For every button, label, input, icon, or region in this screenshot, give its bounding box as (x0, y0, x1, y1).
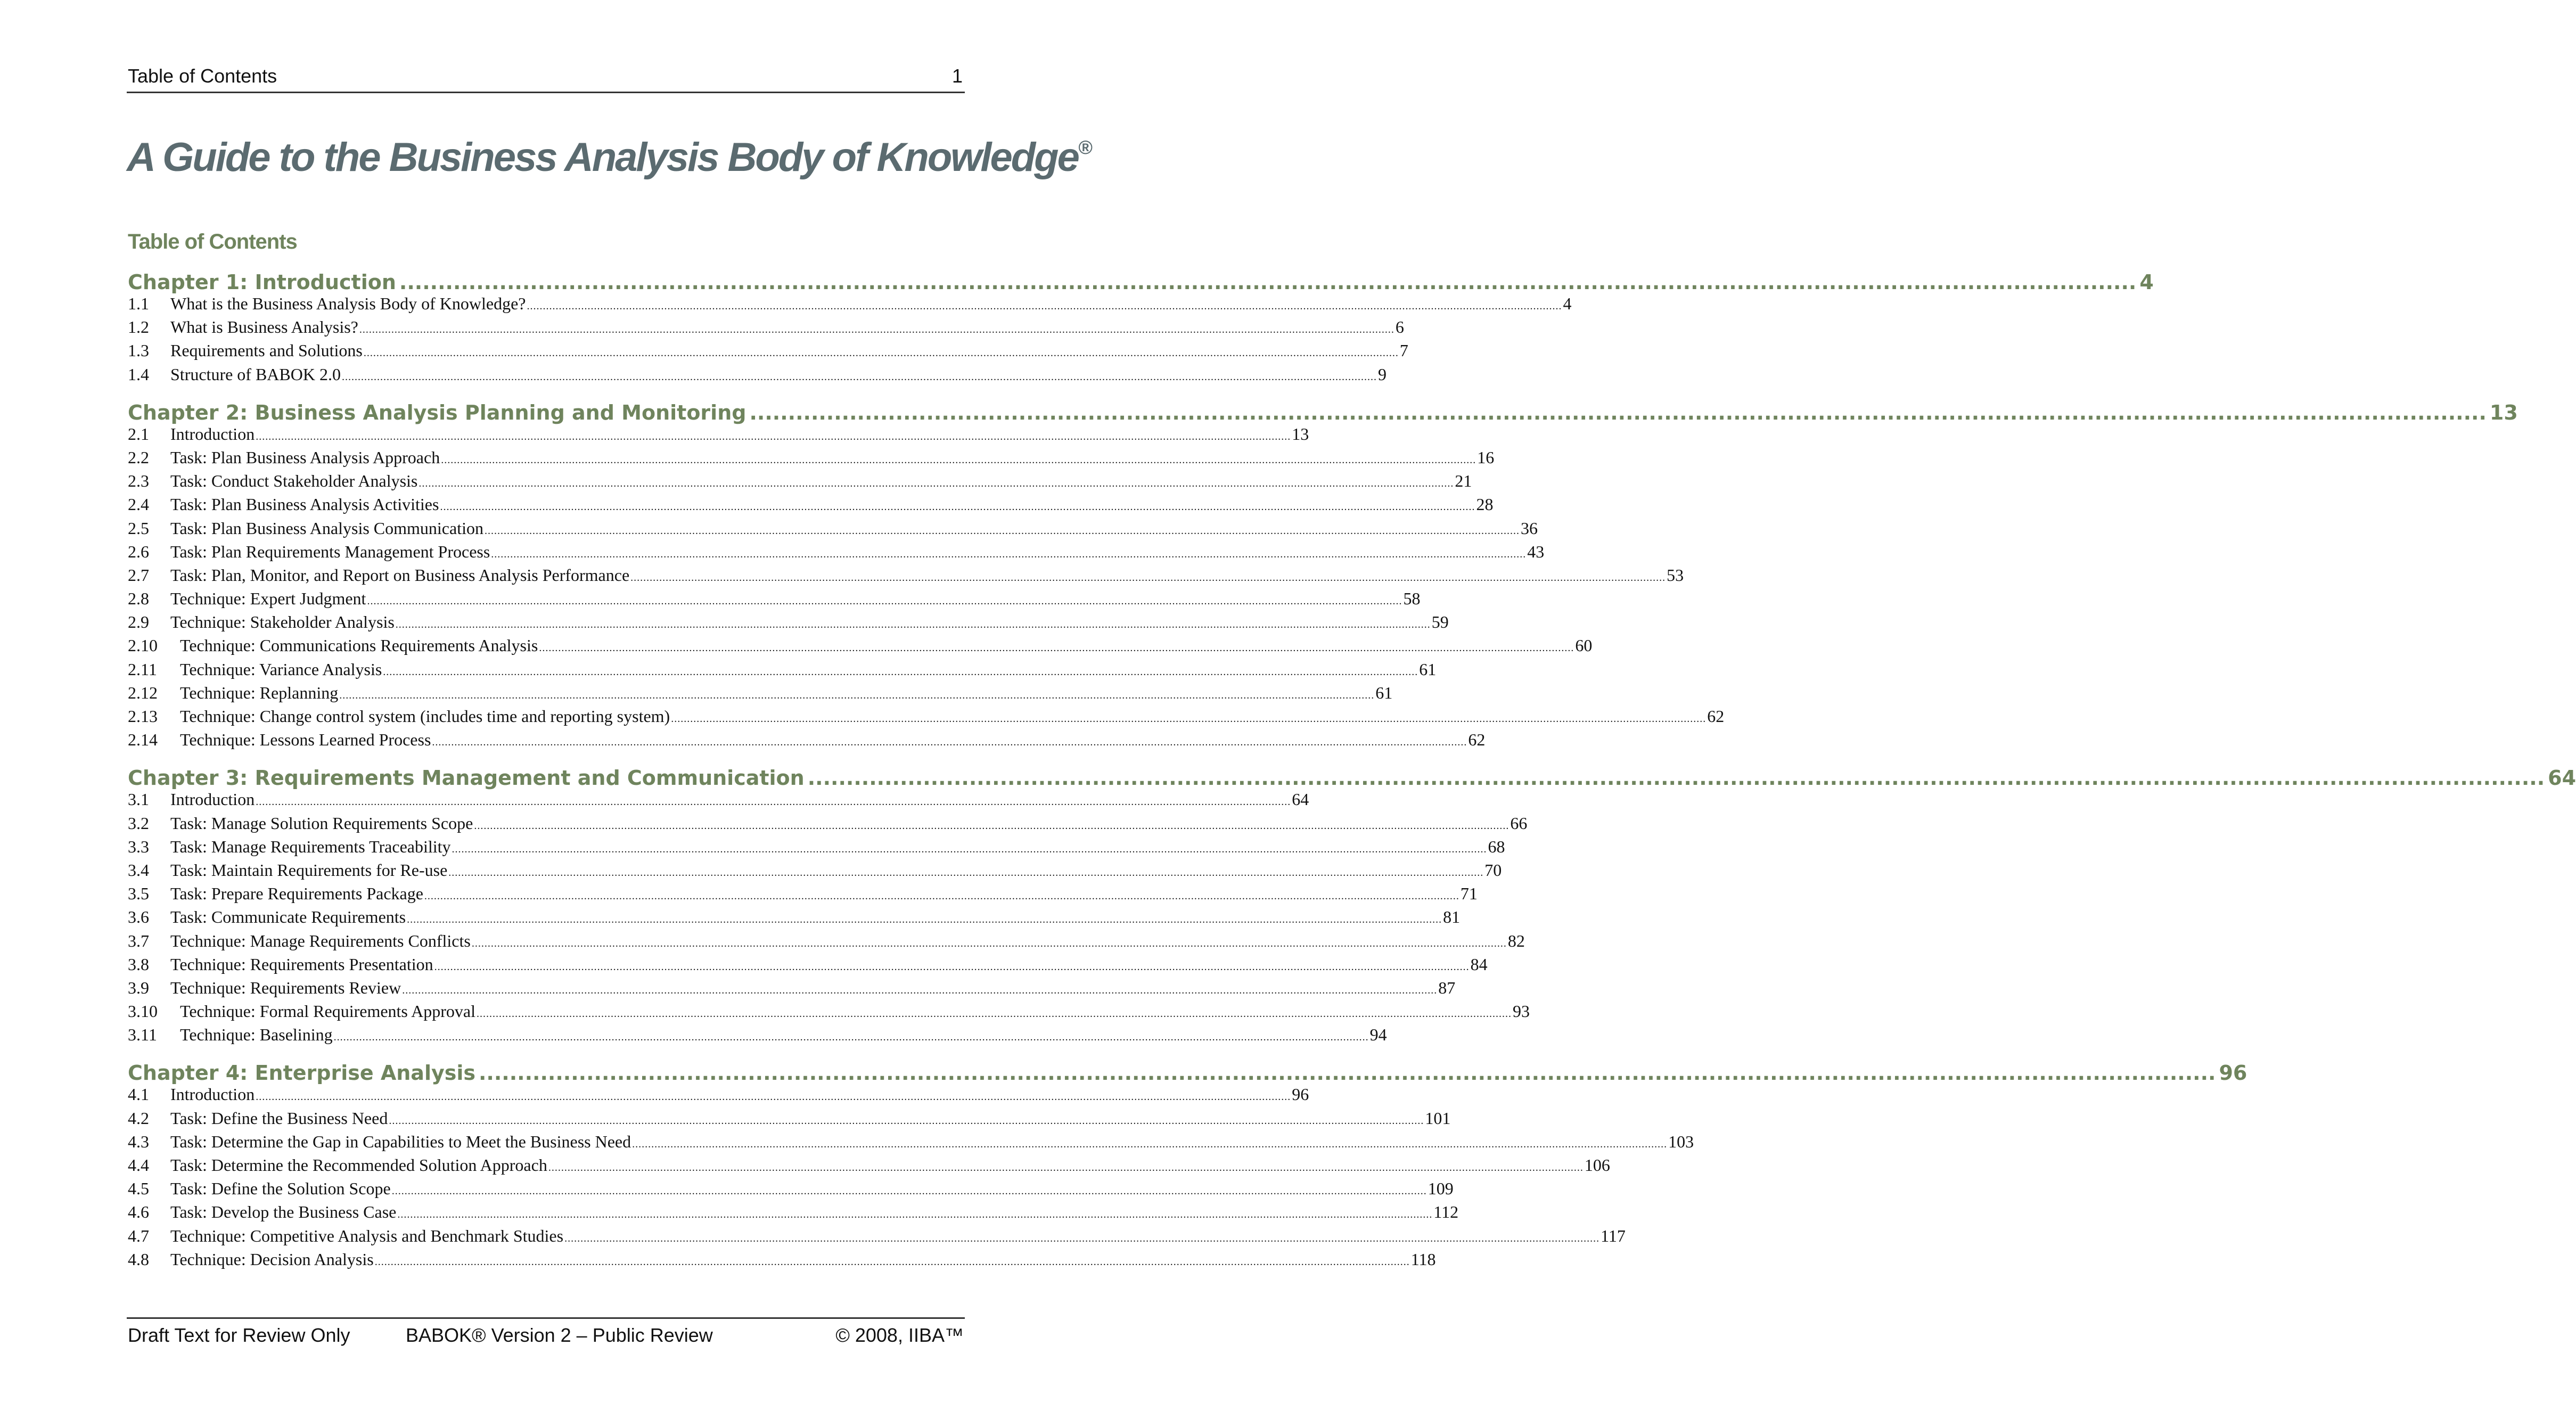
dot-leader (424, 890, 1459, 903)
dot-leader (671, 713, 1706, 725)
dot-leader (256, 1091, 1291, 1103)
entry-number: 3.10 (128, 1002, 158, 1021)
toc-entry[interactable] (128, 907, 1461, 931)
entry-number: 2.13 (128, 707, 158, 726)
entry-title: Technique: Formal Requirements Approval (180, 1002, 475, 1021)
dot-leader (392, 1185, 1427, 1197)
entry-number: 2.14 (128, 730, 158, 750)
entry-title: Technique: Stakeholder Analysis (170, 612, 395, 632)
entry-number: 2.1 (128, 424, 149, 444)
dot-leader (564, 1233, 1599, 1245)
toc-entry[interactable] (128, 813, 1528, 837)
entry-title: Technique: Requirements Presentation (170, 954, 433, 974)
toc-entry[interactable] (128, 1085, 1309, 1108)
chapter-page: 4 (2139, 270, 2154, 294)
entry-page: 103 (1668, 1131, 1694, 1151)
entry-number: 2.3 (128, 471, 149, 491)
entry-page: 117 (1601, 1226, 1626, 1245)
entry-page: 16 (1477, 447, 1495, 467)
chapter-page: 96 (2219, 1061, 2247, 1085)
toc-entry[interactable] (128, 495, 1494, 518)
entry-page: 61 (1419, 659, 1437, 679)
dot-leader (339, 690, 1374, 702)
entry-title: Introduction (170, 790, 255, 809)
header-page-number: 1 (951, 65, 963, 87)
entry-page: 59 (1431, 612, 1449, 632)
entry-title: Task: Plan Business Analysis Communication (170, 518, 483, 538)
entry-title: What is Business Analysis? (170, 317, 358, 337)
toc-entry[interactable] (128, 565, 1684, 589)
toc-chapter[interactable] (128, 766, 2576, 790)
entry-page: 66 (1510, 813, 1528, 833)
footer-draft-note: Draft Text for Review Only (128, 1324, 350, 1346)
toc-entry[interactable] (128, 471, 1472, 495)
dot-leader (632, 1138, 1667, 1151)
entry-page: 13 (1292, 424, 1309, 444)
toc-entry[interactable] (128, 931, 1525, 955)
toc-entry[interactable] (128, 317, 1404, 341)
toc-entry[interactable] (128, 589, 1421, 612)
dot-leader (477, 1008, 1512, 1020)
toc-entry[interactable] (128, 1108, 1451, 1132)
entry-title: Technique: Expert Judgment (170, 589, 366, 609)
dot-leader (359, 324, 1394, 336)
entry-page: 93 (1512, 1002, 1530, 1021)
dot-leader (389, 1115, 1424, 1127)
entry-number: 4.7 (128, 1226, 149, 1245)
entry-title: Technique: Baselining (180, 1025, 333, 1045)
dot-leader (342, 371, 1377, 383)
entry-number: 3.7 (128, 931, 149, 950)
dot-leader (485, 525, 1520, 537)
entry-title: Introduction (170, 424, 255, 444)
entry-number: 2.4 (128, 495, 149, 514)
entry-page: 21 (1455, 471, 1472, 491)
dot-leader (749, 401, 2486, 424)
entry-page: 71 (1460, 884, 1478, 904)
dot-leader (527, 300, 1562, 313)
entry-title: Task: Plan Business Analysis Approach (170, 447, 440, 467)
dot-leader (364, 347, 1399, 359)
entry-page: 68 (1488, 836, 1505, 856)
entry-page: 60 (1575, 636, 1593, 655)
entry-title: Introduction (170, 1085, 255, 1104)
entry-title: Technique: Communications Requirements Analysis (180, 636, 538, 655)
toc-chapter[interactable] (128, 400, 2518, 424)
entry-number: 2.6 (128, 542, 149, 561)
entry-page: 62 (1707, 707, 1725, 726)
entry-title: Task: Define the Solution Scope (170, 1179, 391, 1199)
entry-title: Technique: Lessons Learned Process (180, 730, 431, 750)
toc-entry[interactable] (128, 836, 1505, 860)
entry-number: 2.8 (128, 589, 149, 609)
dot-leader (383, 666, 1418, 678)
toc-entry[interactable] (128, 364, 1387, 388)
toc-entry[interactable] (128, 447, 1495, 471)
entry-title: Task: Communicate Requirements (170, 907, 406, 927)
header-section-title: Table of Contents (128, 65, 277, 87)
toc-entry[interactable] (128, 341, 1408, 364)
page-footer (127, 1317, 965, 1351)
entry-number: 1.1 (128, 294, 149, 313)
dot-leader (375, 1256, 1410, 1268)
dot-leader (440, 501, 1475, 513)
entry-title: Task: Manage Requirements Traceability (170, 836, 451, 856)
dot-leader (441, 454, 1476, 466)
entry-page: 6 (1395, 317, 1404, 337)
entry-title: Structure of BABOK 2.0 (170, 364, 341, 384)
toc-entry[interactable] (128, 707, 1725, 730)
toc-entry[interactable] (128, 1025, 1387, 1048)
entry-number: 3.4 (128, 860, 149, 880)
toc-entry[interactable] (128, 659, 1437, 683)
toc-chapter[interactable] (128, 1061, 2247, 1085)
entry-number: 4.3 (128, 1131, 149, 1151)
entry-page: 61 (1375, 683, 1393, 702)
entry-title: Task: Plan Requirements Management Process (170, 542, 490, 561)
entry-title: Task: Define the Business Need (170, 1108, 388, 1128)
dot-leader (432, 736, 1467, 749)
entry-title: Task: Manage Solution Requirements Scope (170, 813, 473, 833)
toc-entry[interactable] (128, 424, 1309, 448)
toc-entry[interactable] (128, 1179, 1454, 1202)
entry-title: Requirements and Solutions (170, 341, 363, 360)
chapter-page: 13 (2489, 400, 2518, 424)
entry-page: 70 (1484, 860, 1502, 880)
entry-page: 9 (1377, 364, 1387, 384)
dot-leader (479, 1061, 2216, 1085)
entry-title: Technique: Variance Analysis (180, 659, 382, 679)
entry-title: Technique: Manage Requirements Conflicts (170, 931, 471, 950)
toc-entry[interactable] (128, 730, 1486, 753)
chapter-title: Chapter 3: Requirements Management and Communication (128, 766, 805, 790)
entry-page: 84 (1470, 954, 1488, 974)
toc-entry[interactable] (128, 790, 1309, 813)
dot-leader (419, 478, 1454, 490)
entry-number: 2.5 (128, 518, 149, 538)
entry-title: Task: Plan Business Analysis Activities (170, 495, 439, 514)
entry-page: 106 (1584, 1155, 1610, 1175)
dot-leader (256, 796, 1291, 808)
entry-number: 4.6 (128, 1202, 149, 1222)
toc-entry[interactable] (128, 954, 1488, 978)
entry-number: 2.2 (128, 447, 149, 467)
entry-page: 58 (1403, 589, 1421, 609)
dot-leader (434, 961, 1470, 973)
entry-page: 62 (1468, 730, 1486, 750)
entry-title: Technique: Decision Analysis (170, 1249, 374, 1269)
toc-entry[interactable] (128, 860, 1502, 884)
entry-title: Technique: Change control system (includes time and reporting system) (180, 707, 670, 726)
toc-entry[interactable] (128, 1226, 1626, 1250)
entry-number: 4.2 (128, 1108, 149, 1128)
entry-title: Task: Plan, Monitor, and Report on Business Analysis Performance (170, 565, 630, 585)
entry-page: 87 (1438, 978, 1456, 997)
dot-leader (808, 766, 2545, 790)
dot-leader (491, 548, 1526, 561)
dot-leader (256, 431, 1291, 443)
entry-title: Task: Determine the Gap in Capabilities to Meet the Business Need (170, 1131, 631, 1151)
dot-leader (452, 843, 1487, 856)
entry-number: 3.11 (128, 1025, 157, 1045)
dot-leader (367, 595, 1402, 608)
dot-leader (472, 938, 1507, 950)
toc-entry[interactable] (128, 1002, 1530, 1025)
toc-chapter[interactable] (128, 270, 2154, 294)
entry-title: What is the Business Analysis Body of Knowledge? (170, 294, 526, 313)
entry-title: Task: Develop the Business Case (170, 1202, 397, 1222)
chapter-title: Chapter 2: Business Analysis Planning and Monitoring (128, 400, 746, 424)
toc-entry[interactable] (128, 683, 1393, 707)
chapter-title: Chapter 1: Introduction (128, 270, 396, 294)
entry-page: 112 (1433, 1202, 1459, 1222)
entry-number: 3.8 (128, 954, 149, 974)
dot-leader (448, 867, 1483, 879)
entry-number: 4.4 (128, 1155, 149, 1175)
toc-entry[interactable] (128, 978, 1456, 1002)
entry-page: 118 (1410, 1249, 1436, 1269)
entry-title: Technique: Requirements Review (170, 978, 401, 997)
toc-entry[interactable] (128, 542, 1545, 565)
dot-leader (402, 985, 1437, 997)
entry-page: 7 (1399, 341, 1408, 360)
entry-number: 2.7 (128, 565, 149, 585)
toc-entry[interactable] (128, 884, 1478, 907)
table-of-contents (128, 270, 2576, 1273)
entry-title: Technique: Replanning (180, 683, 339, 702)
entry-page: 28 (1476, 495, 1494, 514)
entry-title: Task: Determine the Recommended Solution Approach (170, 1155, 547, 1175)
toc-heading: Table of Contents (128, 230, 297, 253)
entry-number: 1.3 (128, 341, 149, 360)
toc-entry[interactable] (128, 636, 1593, 659)
chapter-title: Chapter 4: Enterprise Analysis (128, 1061, 475, 1085)
entry-page: 109 (1428, 1179, 1454, 1199)
entry-title: Task: Maintain Requirements for Re-use (170, 860, 448, 880)
toc-entry[interactable] (128, 1249, 1436, 1273)
entry-number: 2.10 (128, 636, 158, 655)
entry-page: 43 (1527, 542, 1545, 561)
entry-page: 81 (1443, 907, 1461, 927)
entry-page: 64 (1292, 790, 1309, 809)
dot-leader (630, 572, 1666, 584)
entry-number: 1.4 (128, 364, 149, 384)
entry-number: 3.6 (128, 907, 149, 927)
dot-leader (474, 820, 1509, 832)
entry-page: 82 (1507, 931, 1525, 950)
toc-entry[interactable] (128, 518, 1538, 542)
toc-entry[interactable] (128, 1202, 1459, 1226)
chapter-page: 64 (2548, 766, 2576, 790)
entry-number: 4.1 (128, 1085, 149, 1104)
entry-number: 2.12 (128, 683, 158, 702)
entry-page: 53 (1667, 565, 1684, 585)
entry-number: 2.9 (128, 612, 149, 632)
dot-leader (399, 270, 2136, 294)
dot-leader (548, 1162, 1584, 1174)
entry-page: 36 (1520, 518, 1538, 538)
document-title (127, 134, 1092, 181)
entry-title: Task: Conduct Stakeholder Analysis (170, 471, 418, 491)
entry-number: 4.8 (128, 1249, 149, 1269)
page-header (127, 63, 965, 93)
dot-leader (407, 914, 1442, 926)
dot-leader (539, 642, 1574, 654)
registered-mark: ® (1078, 136, 1093, 158)
footer-copyright: © 2008, IIBA™ (835, 1324, 964, 1346)
entry-page: 4 (1563, 294, 1572, 313)
entry-page: 101 (1425, 1108, 1451, 1128)
entry-number: 3.9 (128, 978, 149, 997)
entry-number: 3.5 (128, 884, 149, 904)
entry-number: 3.1 (128, 790, 149, 809)
toc-entry[interactable] (128, 1131, 1694, 1155)
entry-title: Task: Prepare Requirements Package (170, 884, 423, 904)
entry-number: 2.11 (128, 659, 157, 679)
entry-number: 3.3 (128, 836, 149, 856)
entry-number: 3.2 (128, 813, 149, 833)
entry-title: Technique: Competitive Analysis and Benchmark Studies (170, 1226, 564, 1245)
entry-page: 94 (1369, 1025, 1387, 1045)
toc-entry[interactable] (128, 294, 1572, 317)
dot-leader (334, 1031, 1369, 1044)
toc-entry[interactable] (128, 1155, 1610, 1179)
entry-page: 96 (1292, 1085, 1309, 1104)
footer-version: BABOK® Version 2 – Public Review (406, 1324, 713, 1346)
document-title-text: A Guide to the Business Analysis Body of Knowledge (127, 135, 1078, 180)
entry-number: 4.5 (128, 1179, 149, 1199)
dot-leader (397, 1209, 1432, 1221)
dot-leader (396, 619, 1431, 631)
entry-number: 1.2 (128, 317, 149, 337)
toc-entry[interactable] (128, 612, 1449, 636)
